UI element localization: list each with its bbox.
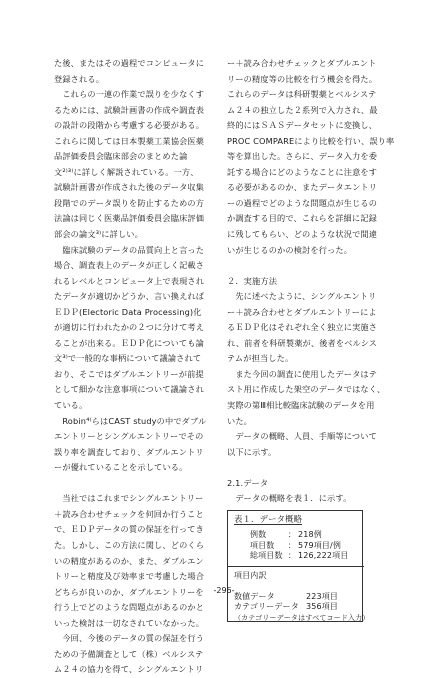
left-text-line: 誤り率を調査しており、ダブルエントリ xyxy=(54,446,204,457)
left-text-line: いの精度があるのか、また、ダブルエン xyxy=(54,555,204,566)
left-text-line: ている。 xyxy=(54,400,88,411)
right-text-line: るＥＤＰ化はそれぞれ全く独立に実施さ xyxy=(227,322,378,333)
left-text-line: たデータが適切かどうか、言い換えれば xyxy=(54,291,205,302)
left-text-line: 今回、今後のデータの質の保証を行う xyxy=(54,633,205,644)
left-text-line: トリーと精度及び効率まで考慮した場合 xyxy=(54,571,205,582)
right-text-line: 先に述べたように、シングルエントリ xyxy=(227,291,377,302)
right-text-line: か調査する目的で、これらを詳細に記録 xyxy=(227,213,377,224)
left-text-line: ＋読み合わせチェックを何回か行うこと xyxy=(54,508,204,519)
right-text-line: る必要があるのか、またデータエントリ xyxy=(227,182,378,193)
left-text-line: 部会の論文³⁾に詳しい。 xyxy=(54,229,143,240)
right-text-line: 託する場合にどのようなことに注意をす xyxy=(227,166,378,177)
left-text-line: ることが出来る。ＥＤＰ化についても論 xyxy=(54,337,204,348)
right-text-line: に残してもらい、どのような状況で間違 xyxy=(227,229,378,240)
left-text-line: 場合、調査表上のデータが正しく記載さ xyxy=(54,260,205,271)
left-text-line: 品評価委員会臨床部会のまとめた論 xyxy=(54,151,188,162)
left-text-line: ための予備調査として（株）ベルシステ xyxy=(54,648,204,659)
right-text-line: いが生じるのかの検討を行った。 xyxy=(227,244,353,255)
right-text-line: これらのデータは科研製薬とベルシステ xyxy=(227,89,377,100)
left-text-line: 文²⁾³⁾に詳しく解説されている。一方、 xyxy=(54,166,199,177)
right-text-line: 等を算出した。さらに、データ入力を委 xyxy=(227,151,378,162)
left-text-line: Robin⁴⁾らはCAST studyの中でダブル xyxy=(54,415,207,426)
right-text-line: 2.1.データ xyxy=(227,477,269,488)
right-text-line: ム２４の独立した２系列で入力され、最 xyxy=(227,104,378,115)
page-number: -296- xyxy=(213,586,235,595)
right-text-line: ー＋読み合わせチェックとダブルエント xyxy=(227,58,377,68)
right-text-line: 以下に示す。 xyxy=(227,446,277,457)
table-row-total-items: 総項目数 ： 126,222項目 xyxy=(250,551,349,561)
blank-line xyxy=(54,476,230,492)
table-1-note: （カテゴリーデータはすべてコード入力） xyxy=(234,613,370,622)
right-text-line: PROC COMPAREにより比較を行い、誤り率 xyxy=(227,135,395,146)
right-text-line: 実際の第Ⅲ相比較臨床試験のデータを用 xyxy=(227,400,375,411)
right-text-line: ー＋読み合わせとダブルエントリーによ xyxy=(227,306,377,317)
left-text-line: これらに関しては日本製薬工業協会医薬 xyxy=(54,135,205,146)
left-text-line: た後、またはその過程でコンピュータに xyxy=(54,58,205,68)
breakdown-row-category: カテゴリーデータ 356項目 xyxy=(234,602,339,612)
left-text-line: おり、そこではダブルエントリーが前提 xyxy=(54,368,204,379)
left-text-line: 当社ではこれまでシングルエントリー xyxy=(54,493,204,504)
table-row-items: 項目数 ： 579項目/例 xyxy=(250,540,342,550)
table-1-subheading: 項目内訳 xyxy=(234,571,267,581)
right-text-column xyxy=(227,56,403,622)
breakdown-row-numeric: 数値データ 223項目 xyxy=(234,591,339,601)
table-1-title: 表１．データ概略 xyxy=(234,513,303,524)
left-text-line: ム２４の協力を得て、シングルエントリ xyxy=(54,664,204,675)
right-text-line: 終的にはＳＡＳデータセットに変換し、 xyxy=(227,120,378,131)
left-text-line: るためには、試験計画書の作成や調査表 xyxy=(54,104,205,115)
left-text-line: 法論は同じく医薬品評価委員会臨床評価 xyxy=(54,213,205,224)
right-text-line: スト用に作成した架空のデータではなく、 xyxy=(227,384,386,395)
left-text-line: 文³⁾で一般的な事柄について議論されて xyxy=(54,353,202,364)
right-text-line: データの概略、人員、手順等について xyxy=(227,431,377,442)
table-divider xyxy=(228,566,364,567)
left-text-line: れるレベルとコンピュータ上で表現され xyxy=(54,275,205,286)
left-text-line: 登録される。 xyxy=(54,73,105,84)
left-text-line: いった検討は一切なされていなかった。 xyxy=(54,617,205,628)
left-text-line: 臨床試験のデータの品質向上と言った xyxy=(54,244,205,255)
blank-line xyxy=(227,258,403,274)
left-text-line: た。しかし、この方法に関し、どのくら xyxy=(54,539,205,550)
left-text-line: これらの一連の作業で誤りを少なくす xyxy=(54,89,205,100)
left-text-line: 試験計画書が作成された後のデータ収集 xyxy=(54,182,205,193)
left-text-line: どちらが良いのか、ダブルエントリーを xyxy=(54,586,204,597)
right-text-line: データの概略を表１．に示す。 xyxy=(227,493,352,504)
right-text-line: また今回の調査に使用したデータはテ xyxy=(227,368,378,379)
right-text-line: ーの過程でどのような問題点が生じるの xyxy=(227,197,378,208)
table-row-cases: 例数 ： 218例 xyxy=(250,530,322,540)
left-text-line: が適切に行われたかの２つに分けて考え xyxy=(54,322,205,333)
right-text-line: ２．実施方法 xyxy=(227,275,278,286)
blank-line xyxy=(227,460,403,476)
right-text-line: れ、前者を科研製薬が、後者をベルシス xyxy=(227,337,378,348)
right-text-line: リーの精度等の比較を行う機会を得た。 xyxy=(227,73,378,84)
table-1-data-summary xyxy=(227,510,370,622)
left-text-line: ーが優れていることを示している。 xyxy=(54,462,188,473)
right-text-line: いた。 xyxy=(227,415,253,426)
left-text-line: 行う上でどのような問題点があるのかと xyxy=(54,602,205,613)
left-text-line: の設計の段階から考慮する必要がある。 xyxy=(54,120,205,131)
left-text-line: 段階でのデータ誤りを防止するための方 xyxy=(54,197,205,208)
left-text-line: エントリーとシングルエントリーでその xyxy=(54,431,204,442)
right-text-line: テムが担当した。 xyxy=(227,353,294,364)
left-text-line: で、ＥＤＰデータの質の保証を行ってき xyxy=(54,524,204,535)
left-text-column xyxy=(54,56,230,678)
left-text-line: ＥＤＰ(Electoric Data Processing)化 xyxy=(54,306,202,317)
left-text-line: として細かな注意事項について議論され xyxy=(54,384,204,395)
